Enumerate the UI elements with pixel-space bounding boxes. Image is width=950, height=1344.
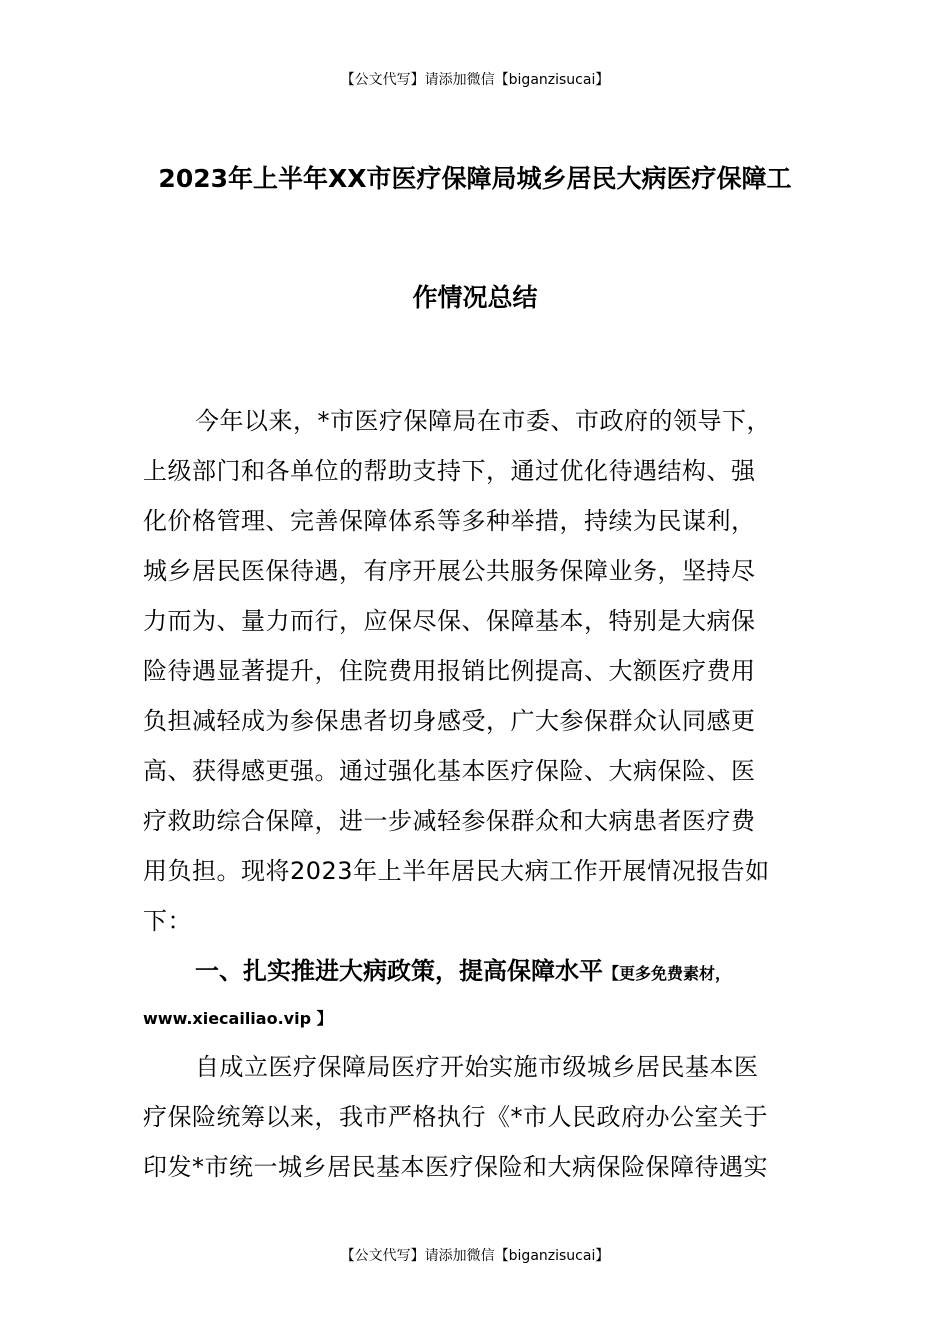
document-title-line-2: 作情况总结 [412,283,538,312]
paragraph-line: 下： [143,907,192,935]
document-body [143,396,813,1192]
paragraph-line: 用负担。现将2023年上半年居民大病工作开展情况报告如 [143,857,770,885]
paragraph-line: 险待遇显著提升，住院费用报销比例提高、大额医疗费用 [143,657,756,685]
section-heading-text: 一、扎实推进大病政策，提高保障水平 [195,957,603,985]
paragraph-line: 负担减轻成为参保患者切身感受，广大参保群众认同感更 [143,707,756,735]
paragraph-line: 疗救助综合保障，进一步减轻参保群众和大病患者医疗费 [143,807,756,835]
paragraph-line: 疗保险统筹以来，我市严格执行《*市人民政府办公室关于 [143,1103,768,1131]
section-heading [143,946,813,996]
paragraph-line: 化价格管理、完善保障体系等多种举措，持续为民谋利， [143,507,756,535]
document-title-line-1: 2023年上半年XX市医疗保障局城乡居民大病医疗保障工 [158,164,792,193]
paragraph-line: 今年以来，*市医疗保障局在市委、市政府的领导下， [195,407,771,435]
paragraph-line: 自成立医疗保障局医疗开始实施市级城乡居民基本医 [195,1053,759,1081]
paragraph-line: 上级部门和各单位的帮助支持下，通过优化待遇结构、强 [143,457,756,485]
section-heading-note-url: www.xiecailiao.vip 】 [143,1009,333,1028]
paragraph-line: 力而为、量力而行，应保尽保、保障基本，特别是大病保 [143,607,756,635]
section-heading-note: 【更多免费素材， [603,964,732,983]
paragraph-line: 高、获得感更强。通过强化基本医疗保险、大病保险、医 [143,757,756,785]
paragraph-line: 印发*市统一城乡居民基本医疗保险和大病保险保障待遇实 [143,1153,768,1181]
page-header-watermark: 【公文代写】请添加微信【biganzisucai】 [340,72,610,88]
paragraph-line: 城乡居民医保待遇，有序开展公共服务保障业务，坚持尽 [143,557,756,585]
page-footer-watermark: 【公文代写】请添加微信【biganzisucai】 [340,1248,610,1264]
